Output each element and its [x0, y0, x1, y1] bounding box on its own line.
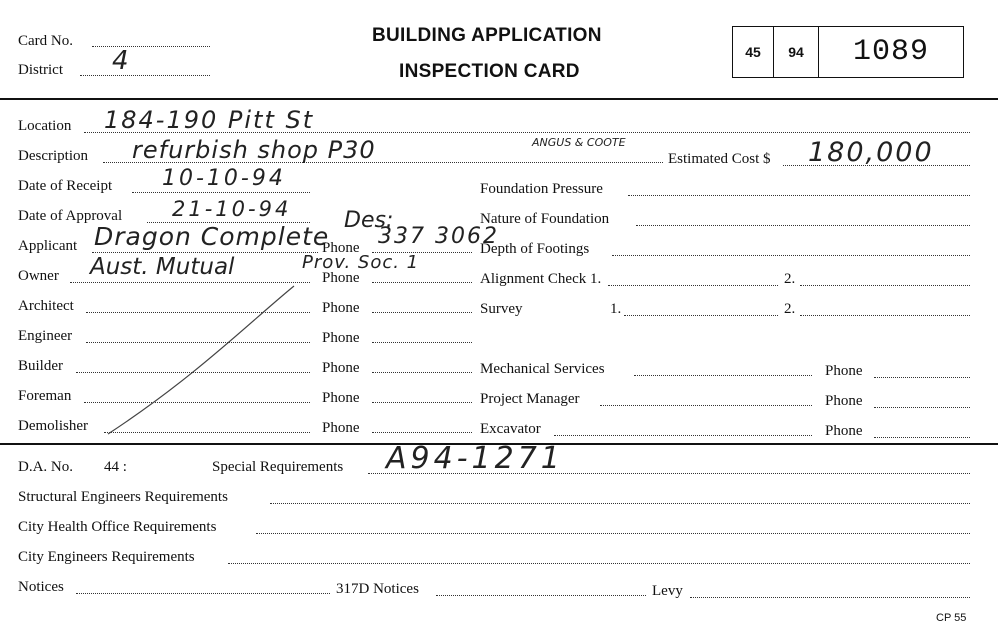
survey-1-line[interactable] — [624, 315, 778, 316]
district-line — [80, 75, 210, 76]
card-no-label: Card No. — [18, 33, 73, 49]
applicant-value[interactable]: Dragon Complete — [94, 222, 330, 251]
card-no-line[interactable] — [92, 46, 210, 47]
reference-box — [732, 26, 964, 78]
district-value[interactable]: 4 — [112, 46, 129, 76]
date-of-receipt-line — [132, 192, 310, 193]
architect-phone-line[interactable] — [372, 312, 472, 313]
ref-box-number: 1089 — [852, 35, 929, 69]
mechanical-services-phone-label: Phone — [825, 363, 863, 379]
mechanical-services-line[interactable] — [634, 375, 812, 376]
ref-box-a: 45 — [733, 27, 774, 77]
317d-notices-label: 317D Notices — [336, 581, 419, 597]
survey-1-label: 1. — [610, 301, 622, 317]
demolisher-phone-line[interactable] — [372, 432, 472, 433]
foundation-pressure-line[interactable] — [628, 195, 970, 196]
survey-2-label: 2. — [784, 301, 796, 317]
city-health-office-requirements-line[interactable] — [256, 533, 970, 534]
project-manager-label: Project Manager — [480, 391, 580, 407]
alignment-check-2-line[interactable] — [800, 285, 970, 286]
ref-box-b: 94 — [774, 27, 819, 77]
project-manager-phone-label: Phone — [825, 393, 863, 409]
survey-2-line[interactable] — [800, 315, 970, 316]
title-line-1: BUILDING APPLICATION — [372, 25, 602, 46]
owner-phone-label: Phone — [322, 270, 360, 286]
317d-notices-line[interactable] — [436, 595, 646, 596]
excavator-line[interactable] — [554, 435, 812, 436]
foreman-label: Foreman — [18, 388, 72, 404]
alignment-check-2-label: 2. — [784, 271, 796, 287]
mechanical-services-label: Mechanical Services — [480, 361, 605, 377]
estimated-cost-value[interactable]: 180,000 — [808, 137, 934, 168]
architect-label: Architect — [18, 298, 74, 314]
depth-of-footings-line[interactable] — [612, 255, 970, 256]
applicant-label: Applicant — [18, 238, 78, 254]
depth-of-footings-label: Depth of Footings — [480, 241, 590, 257]
structural-engineers-requirements-line[interactable] — [270, 503, 970, 504]
applicant-line — [92, 252, 318, 253]
strike-through-mark — [100, 282, 300, 442]
mechanical-services-phone-line[interactable] — [874, 377, 970, 378]
description-note: ANGUS & COOTE — [532, 136, 626, 149]
location-label: Location — [18, 118, 72, 134]
owner-phone-line — [372, 282, 472, 283]
city-engineers-requirements-label: City Engineers Requirements — [18, 549, 195, 565]
excavator-label: Excavator — [480, 421, 541, 437]
engineer-label: Engineer — [18, 328, 73, 344]
owner-value[interactable]: Aust. Mutual — [90, 254, 235, 280]
district-label: District — [18, 62, 63, 78]
project-manager-phone-line[interactable] — [874, 407, 970, 408]
foreman-phone-label: Phone — [322, 390, 360, 406]
form-code: CP 55 — [936, 612, 967, 624]
alignment-check-label: Alignment Check 1. — [480, 271, 602, 287]
architect-phone-label: Phone — [322, 300, 360, 316]
owner-label: Owner — [18, 268, 59, 284]
date-of-approval-extra: Des: — [344, 208, 394, 233]
builder-phone-label: Phone — [322, 360, 360, 376]
applicant-phone-label: Phone — [322, 240, 360, 256]
city-health-office-requirements-label: City Health Office Requirements — [18, 519, 217, 535]
levy-label: Levy — [652, 583, 683, 599]
date-of-approval-label: Date of Approval — [18, 208, 123, 224]
description-label: Description — [18, 148, 88, 164]
excavator-phone-line[interactable] — [874, 437, 970, 438]
excavator-phone-label: Phone — [825, 423, 863, 439]
nature-of-foundation-label: Nature of Foundation — [480, 211, 610, 227]
foundation-pressure-label: Foundation Pressure — [480, 181, 603, 197]
builder-phone-line[interactable] — [372, 372, 472, 373]
notices-line[interactable] — [76, 593, 330, 594]
engineer-phone-label: Phone — [322, 330, 360, 346]
da-no-label: D.A. No. — [18, 459, 73, 475]
special-requirements-label: Special Requirements — [212, 459, 344, 475]
levy-line[interactable] — [690, 597, 970, 598]
special-requirements-value[interactable]: A94-1271 — [386, 441, 564, 476]
structural-engineers-requirements-label: Structural Engineers Requirements — [18, 489, 228, 505]
location-value[interactable]: 184-190 Pitt St — [104, 106, 315, 134]
title-line-2: INSPECTION CARD — [399, 61, 580, 82]
owner-phone-value[interactable]: Prov. Soc. 1 — [302, 252, 420, 273]
da-no-value[interactable]: 44 : — [104, 459, 127, 475]
header-divider — [0, 98, 998, 100]
survey-label: Survey — [480, 301, 523, 317]
date-of-receipt-value[interactable]: 10-10-94 — [162, 166, 286, 191]
description-value[interactable]: refurbish shop P30 — [132, 136, 376, 164]
estimated-cost-label: Estimated Cost $ — [668, 151, 771, 167]
date-of-approval-value[interactable]: 21-10-94 — [172, 197, 292, 221]
foreman-phone-line[interactable] — [372, 402, 472, 403]
engineer-phone-line[interactable] — [372, 342, 472, 343]
nature-of-foundation-line[interactable] — [636, 225, 970, 226]
alignment-check-1-line[interactable] — [608, 285, 778, 286]
project-manager-line[interactable] — [600, 405, 812, 406]
applicant-phone-value[interactable]: 337 3062 — [378, 224, 499, 249]
city-engineers-requirements-line[interactable] — [228, 563, 970, 564]
notices-label: Notices — [18, 579, 64, 595]
demolisher-label: Demolisher — [18, 418, 88, 434]
date-of-receipt-label: Date of Receipt — [18, 178, 113, 194]
builder-label: Builder — [18, 358, 63, 374]
demolisher-phone-label: Phone — [322, 420, 360, 436]
